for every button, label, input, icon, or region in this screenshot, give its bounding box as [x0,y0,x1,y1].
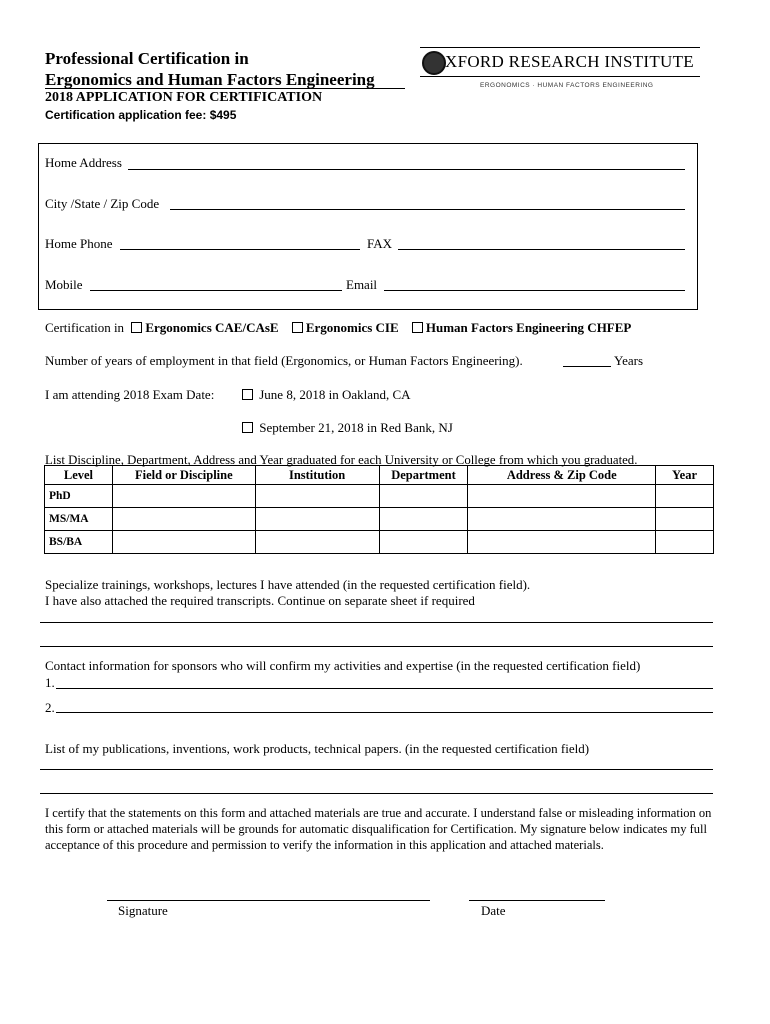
level-cell: MS/MA [45,508,113,531]
address-cell[interactable] [468,531,656,554]
cert-option-chfep[interactable]: Human Factors Engineering CHFEP [412,320,631,335]
column-header: Year [656,466,714,485]
home-address-label: Home Address [45,155,122,170]
cert-option-cae[interactable]: Ergonomics CAE/CAsE [131,320,278,335]
department-cell[interactable] [379,485,468,508]
exam-label: I am attending 2018 Exam Date: [45,387,215,402]
home-phone-label: Home Phone [45,236,113,251]
logo-top-rule [420,47,700,48]
level-cell: BS/BA [45,531,113,554]
trainings-input-line[interactable] [40,646,713,647]
institution-cell[interactable] [255,485,379,508]
date-input[interactable] [469,900,605,901]
email-input[interactable] [384,290,685,291]
level-cell: PhD [45,485,113,508]
city-label: City /State / Zip Code [45,196,160,211]
logo-text: XFORD RESEARCH INSTITUTE [445,52,694,71]
column-header: Field or Discipline [112,466,255,485]
checkbox-icon[interactable] [292,322,303,333]
table-row [45,508,714,531]
certify-statement: I certify that the statements on this form and attached materials are true and accurate. I understand false or misleading information on this form or attached materials will be grounds for automatic disqualification for Certification. My signature below indicates my full acceptance of this procedure and permission to verify the information in this application and attached materials. [45,806,712,852]
city-input[interactable] [170,209,685,210]
checkbox-icon[interactable] [242,389,253,400]
certification-row [45,320,631,336]
publications-text: List of my publications, inventions, work products, technical papers. (in the requested certification field) [45,741,590,756]
checkbox-icon[interactable] [131,322,142,333]
column-header: Level [45,466,113,485]
logo-bottom-rule [420,76,700,77]
sponsors-text: Contact information for sponsors who will confirm my activities and expertise (in the requested certification field) [45,658,641,673]
logo-subtitle: ERGONOMICS · HUMAN FACTORS ENGINEERING [480,82,654,89]
subtitle: 2018 APPLICATION FOR CERTIFICATION [45,90,323,105]
fax-input[interactable] [398,249,685,250]
institution-cell[interactable] [255,531,379,554]
education-intro: List Discipline, Department, Address and Year graduated for each University or College from which you graduated. [45,453,638,467]
email-label: Email [346,277,378,292]
signature-label: Signature [118,903,168,918]
fax-label: FAX [367,236,393,251]
year-cell[interactable] [656,485,714,508]
year-cell[interactable] [656,508,714,531]
signature-input[interactable] [107,900,430,901]
home-address-input[interactable] [128,169,685,170]
years-label: Years [614,353,644,368]
institution-cell[interactable] [255,508,379,531]
sponsor-number-2: 2. [45,700,55,715]
trainings-input-line[interactable] [40,622,713,623]
table-row [45,531,714,554]
years-input[interactable] [563,366,611,367]
sponsor-number-1: 1. [45,675,55,690]
address-cell[interactable] [468,485,656,508]
globe-icon [422,51,446,75]
employment-text: Number of years of employment in that field (Ergonomics, or Human Factors Engineering). [45,353,523,368]
table-row [45,485,714,508]
trainings-text-2: I have also attached the required transcripts. Continue on separate sheet if required [45,593,475,608]
sponsor-2-input[interactable] [56,712,713,713]
year-cell[interactable] [656,531,714,554]
fee-text: Certification application fee: $495 [45,108,237,122]
certification-prefix: Certification in [45,320,125,335]
cert-option-cie[interactable]: Ergonomics CIE [292,320,399,335]
department-cell[interactable] [379,531,468,554]
title-line-2: Ergonomics and Human Factors Engineering [45,70,375,89]
column-header: Institution [255,466,379,485]
mobile-label: Mobile [45,277,83,292]
date-label: Date [481,903,506,918]
title-underline [45,88,405,89]
field-cell[interactable] [112,485,255,508]
table-header-row [45,466,714,485]
exam-option-redbank[interactable]: September 21, 2018 in Red Bank, NJ [242,420,453,436]
sponsor-1-input[interactable] [56,688,713,689]
education-table [44,465,714,554]
checkbox-icon[interactable] [242,422,253,433]
mobile-input[interactable] [90,290,342,291]
address-cell[interactable] [468,508,656,531]
exam-option-oakland[interactable]: June 8, 2018 in Oakland, CA [242,387,411,403]
home-phone-input[interactable] [120,249,360,250]
trainings-text-1: Specialize trainings, workshops, lectures I have attended (in the requested certification field). [45,577,531,592]
department-cell[interactable] [379,508,468,531]
checkbox-icon[interactable] [412,322,423,333]
publications-input-line[interactable] [40,793,713,794]
field-cell[interactable] [112,508,255,531]
publications-input-line[interactable] [40,769,713,770]
title-line-1: Professional Certification in [45,49,249,68]
field-cell[interactable] [112,531,255,554]
column-header: Address & Zip Code [468,466,656,485]
column-header: Department [379,466,468,485]
